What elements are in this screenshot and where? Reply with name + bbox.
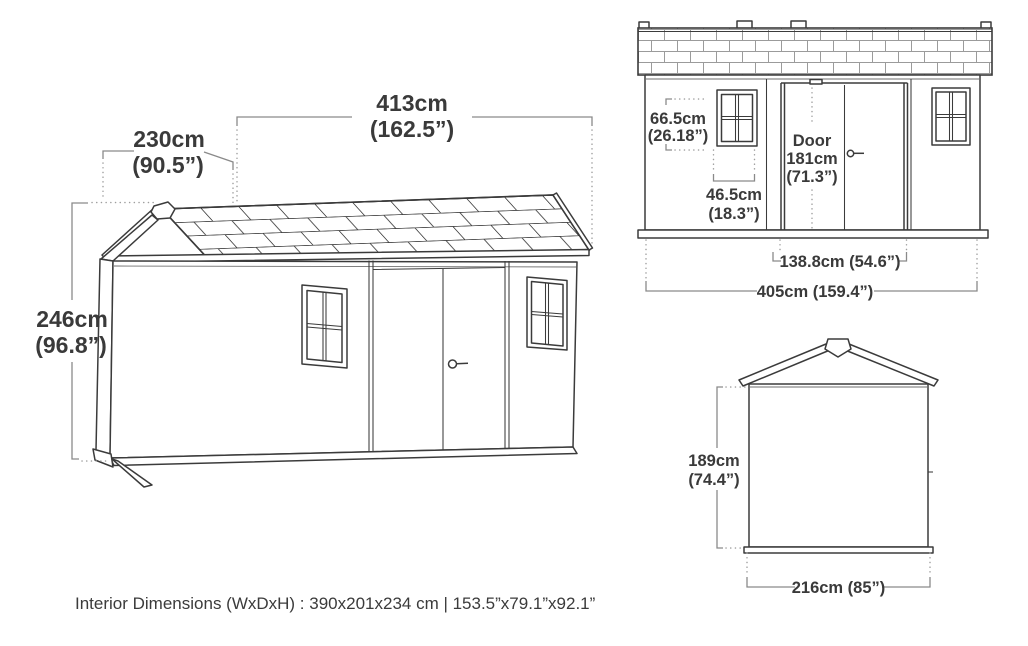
dim-door-width-label: 138.8cm (54.6”) bbox=[779, 253, 901, 271]
dim-window-height-cm-label: 66.5cm bbox=[650, 110, 706, 128]
side-elevation-drawing bbox=[680, 320, 950, 600]
front-base-band bbox=[638, 230, 988, 238]
side-base-band bbox=[744, 547, 933, 553]
dim-window-width-cm-label: 46.5cm bbox=[706, 186, 762, 204]
dim-iso-height-in-label: (96.8”) bbox=[35, 332, 107, 358]
iso-window-left bbox=[302, 285, 347, 368]
front-door-top-detail bbox=[810, 80, 822, 85]
front-window-right bbox=[932, 88, 970, 145]
dim-window-width-in-label: (18.3”) bbox=[708, 205, 760, 223]
dim-door-cm-label: 181cm bbox=[786, 150, 838, 168]
dim-iso-width-cm-label: 413cm bbox=[376, 90, 448, 116]
front-window-left bbox=[717, 90, 757, 146]
side-roof-left-slope bbox=[739, 344, 830, 386]
dim-wall-height-cm-label: 189cm bbox=[688, 452, 740, 470]
front-roof bbox=[638, 21, 992, 75]
iso-front-wall bbox=[110, 261, 577, 459]
dim-iso-depth-cm-label: 230cm bbox=[133, 126, 205, 152]
dim-side-overall-width bbox=[747, 553, 930, 597]
dim-iso-height-cm-label: 246cm bbox=[36, 306, 108, 332]
side-roof-apex-cap bbox=[825, 339, 851, 357]
dim-wall-height-in-label: (74.4”) bbox=[688, 471, 740, 489]
front-elevation-drawing bbox=[630, 10, 1028, 310]
isometric-view-drawing bbox=[25, 85, 625, 520]
dim-iso-depth-in-label: (90.5”) bbox=[132, 152, 204, 178]
side-roof-right-slope bbox=[845, 344, 938, 386]
dim-overall-width-label: 405cm (159.4”) bbox=[756, 283, 874, 301]
side-wall-panel bbox=[749, 384, 928, 547]
side-wall bbox=[749, 384, 933, 547]
iso-gable-triangle bbox=[101, 215, 158, 261]
side-roof bbox=[739, 339, 938, 386]
iso-roof bbox=[102, 193, 593, 263]
dim-front-door-width bbox=[773, 240, 907, 271]
dim-door-in-label: (71.3”) bbox=[786, 168, 838, 186]
interior-dimensions-caption: Interior Dimensions (WxDxH) : 390x201x234 cm | 153.5”x79.1”x92.1” bbox=[75, 594, 596, 613]
dim-door-label: Door bbox=[792, 132, 832, 150]
iso-window-right bbox=[527, 277, 567, 350]
dim-iso-width-in-label: (162.5”) bbox=[369, 116, 455, 142]
dim-side-width-label: 216cm (85”) bbox=[791, 579, 886, 597]
dim-window-height-in-label: (26.18”) bbox=[647, 127, 709, 145]
dim-iso-depth bbox=[103, 126, 233, 203]
front-roof-shingle-band bbox=[638, 28, 992, 75]
dim-side-wall-height bbox=[688, 387, 747, 548]
